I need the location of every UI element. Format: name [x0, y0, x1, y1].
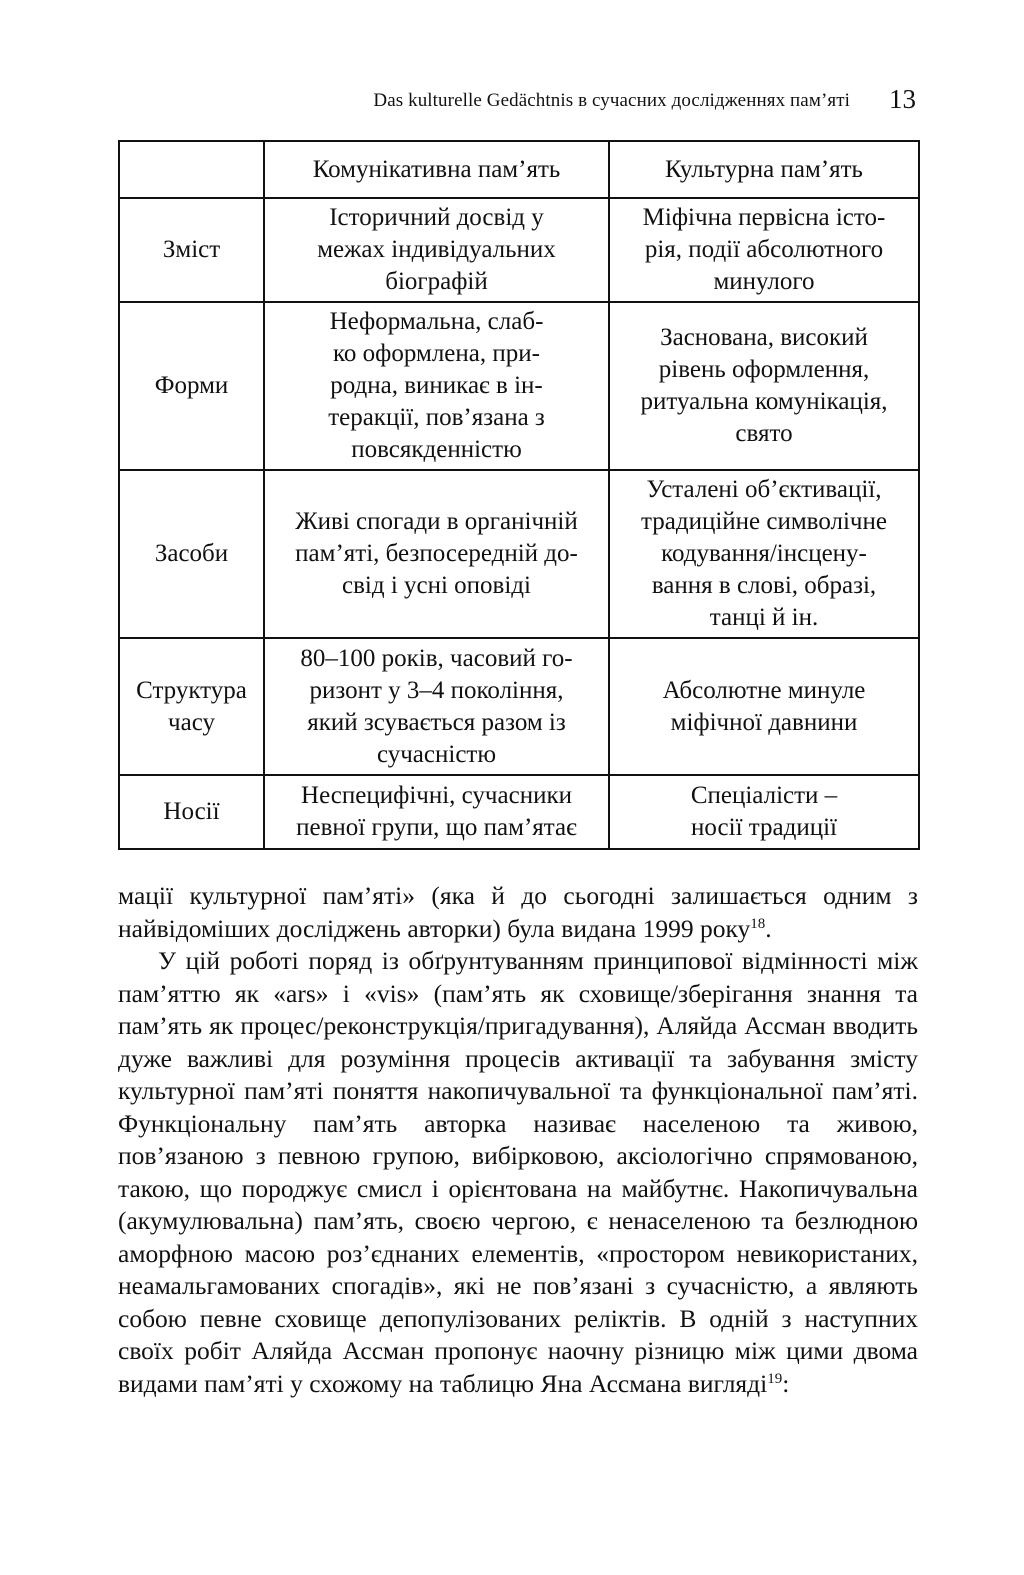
row-label: Носії	[119, 775, 264, 849]
row-label: Засоби	[119, 470, 264, 638]
paragraph: У цій роботі поряд із обґрунтуванням принципової відмінності між пам’яттю як «ars» і «vis» (пам’ять як сховище/зберігання знання та пам’ять як процес/реконструкція/пригадування), Аляйда Ассман вводить дуже важливі для розуміння процесів активації та забування змісту культурної пам’яті поняття накопичувальної та функціональної пам’яті. Функціональну пам’ять авторка називає населеною та живою, пов’язаною з певною групою, вибірковою, аксіологічно спрямованою, такою, що породжує смисл і орієнтована на майбутнє. Накопичувальна (акумулювальна) пам’ять, своєю чергою, є ненаселеною та безлюдною аморфною масою роз’єднаних елементів, «простором невикористаних, неамальгамованих спогадів», які не пов’язані з сучасністю, а являють собою певне сховище депопулізованих реліктів. В одній з наступних своїх робіт Аляйда Ассман пропонує наочну різницю між цими двома видами пам’яті у схожому на таблицю Яна Ассмана вигляді$^{19}$:	[118, 946, 918, 1398]
page-number: 13	[889, 84, 916, 114]
footnote-ref-19: 19	[767, 1370, 783, 1387]
communicative-cell: Історичний досвід у межах індивідуальних біографій	[264, 198, 609, 302]
cultural-cell: Заснована, високий рівень оформлення, ритуальна комунікація, свято	[609, 302, 919, 470]
table-row	[119, 198, 919, 302]
table-row	[119, 638, 919, 775]
communicative-cell: Неформальна, слаб- ко оформлена, при- родна, виникає в ін- теракції, пов’язана з повсякденністю	[264, 302, 609, 470]
header-cell-communicative: Комунікативна пам’ять	[264, 141, 609, 198]
page-header	[118, 82, 918, 122]
paragraph-continuation: мації культурної пам’яті» (яка й до сьогодні залишається одним з найвідоміших досліджень авторки) була видана 1999 року$^{18}$.	[118, 881, 918, 943]
cultural-cell: Абсолютне минуле міфічної давнини	[609, 638, 919, 775]
table-header-row	[119, 141, 919, 198]
row-label: Форми	[119, 302, 264, 470]
communicative-cell: Живі спогади в органічній пам’яті, безпосередній до- свід і усні оповіді	[264, 470, 609, 638]
communicative-cell: Неспецифічні, сучасники певної групи, що пам’ятає	[264, 775, 609, 849]
footnote-ref-18: 18	[750, 915, 766, 932]
table-row	[119, 302, 919, 470]
communicative-cell: 80–100 років, часовий го- ризонт у 3–4 покоління, який зсувається разом із сучасністю	[264, 638, 609, 775]
table-row	[119, 775, 919, 849]
cultural-cell: Спеціалісти – носії традиції	[609, 775, 919, 849]
header-cell-cultural: Культурна пам’ять	[609, 141, 919, 198]
body-text	[118, 880, 918, 1400]
memory-comparison-table	[118, 140, 920, 850]
header-cell-empty	[119, 141, 264, 198]
cultural-cell: Міфічна первісна істо- рія, події абсолютного минулого	[609, 198, 919, 302]
running-title: Das kulturelle Gedächtnis в сучасних дослідженнях пам’яті	[373, 90, 850, 111]
row-label: Структура часу	[119, 638, 264, 775]
table-row	[119, 470, 919, 638]
cultural-cell: Усталені об’єктивації, традиційне символічне кодування/інсцену- вання в слові, образі, танці й ін.	[609, 470, 919, 638]
row-label: Зміст	[119, 198, 264, 302]
